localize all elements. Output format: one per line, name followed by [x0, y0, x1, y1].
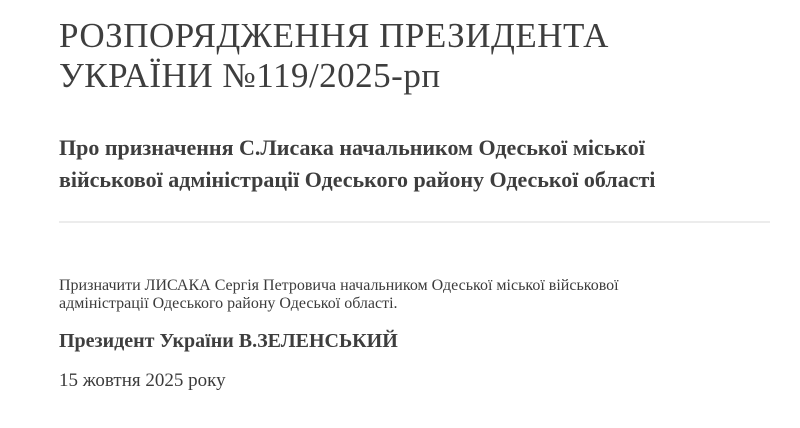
decree-subtitle [59, 132, 770, 196]
decree-subtitle-line-2: військової адміністрації Одеського району Одеської області [59, 167, 656, 192]
decree-title-line-1: РОЗПОРЯДЖЕННЯ ПРЕЗИДЕНТА [59, 16, 609, 55]
decree-title [59, 16, 770, 96]
decree-body-line-1: Призначити ЛИСАКА Сергія Петровича начальником Одеської міської військової [59, 277, 619, 294]
decree-title-line-2: УКРАЇНИ №119/2025-рп [59, 56, 441, 95]
decree-body-line-2: адміністрації Одеського району Одеської області. [59, 295, 398, 312]
section-divider [59, 221, 770, 223]
decree-date: 15 жовтня 2025 року [59, 370, 226, 391]
decree-subtitle-line-1: Про призначення С.Лисака начальником Одеської міської [59, 135, 645, 160]
president-signature: Президент України В.ЗЕЛЕНСЬКИЙ [59, 330, 398, 352]
